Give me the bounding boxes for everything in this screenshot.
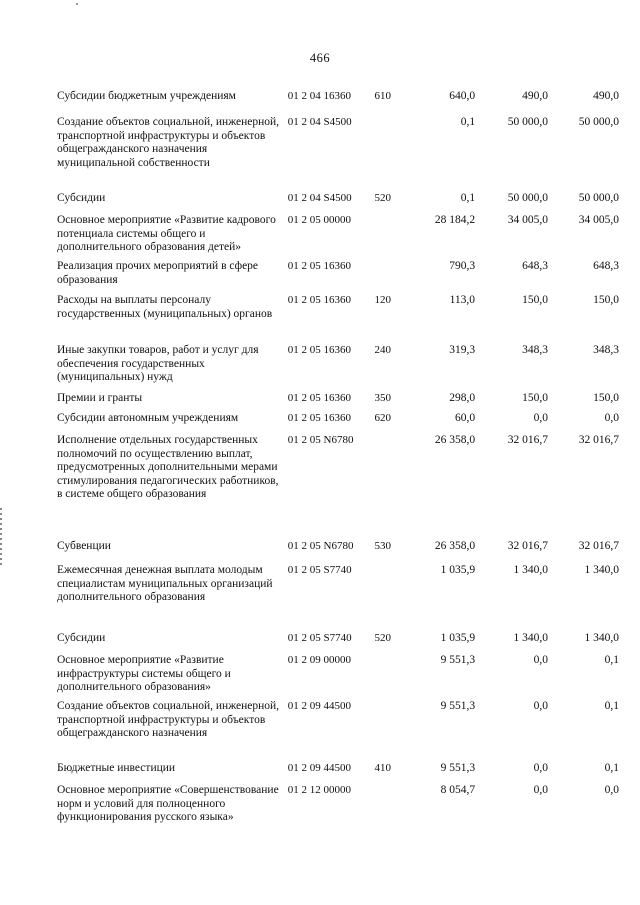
- row-name: Исполнение отдельных государственных полномочий по осуществлению выплат, предусмотренных дополнительными мерами стимулирования педагогических работников, в системе общего образования: [57, 434, 279, 500]
- row-name: Основное мероприятие «Совершенствование норм и условий для полноценного функционирования русского языка»: [57, 784, 279, 823]
- row-name: Субсидии бюджетным учреждениям: [57, 90, 236, 102]
- row-code: 01 2 05 16360: [287, 344, 351, 356]
- table-row: [57, 412, 619, 426]
- row-value-1: 113,0: [449, 294, 476, 306]
- row-name: Создание объектов социальной, инженерной, транспортной инфраструктуры и объектов общегражданского назначения: [57, 700, 280, 739]
- row-expense-type: 620: [374, 412, 391, 424]
- row-code: 01 2 04 S4500: [287, 192, 352, 204]
- row-name: Основное мероприятие «Развитие инфраструктуры системы общего и дополнительного образования»: [57, 654, 231, 693]
- row-code: 01 2 05 16360: [287, 412, 351, 424]
- row-value-1: 28 184,2: [434, 214, 476, 226]
- row-expense-type: 410: [374, 762, 391, 774]
- table-row: [57, 192, 619, 206]
- scan-speck: [76, 3, 78, 5]
- table-row: [57, 654, 619, 695]
- row-value-3: 648,3: [593, 260, 619, 272]
- row-name: Субсидии: [57, 192, 106, 204]
- row-value-1: 9 551,3: [440, 654, 476, 666]
- row-value-3: 50 000,0: [578, 192, 619, 204]
- row-value-3: 0,0: [604, 784, 619, 796]
- row-name: Основное мероприятие «Развитие кадрового потенциала системы общего и дополнительного образования детей»: [57, 214, 276, 253]
- row-value-2: 1 340,0: [513, 564, 549, 576]
- table-row: [57, 294, 619, 321]
- row-code: 01 2 05 16360: [287, 260, 351, 272]
- row-name: Реализация прочих мероприятий в сфере образования: [57, 260, 259, 286]
- row-code: 01 2 05 S7740: [287, 564, 352, 576]
- row-value-2: 32 016,7: [507, 540, 549, 552]
- row-code: 01 2 05 N6780: [287, 540, 354, 552]
- scan-edge-mark: [0, 508, 2, 568]
- row-value-1: 26 358,0: [434, 540, 476, 552]
- row-value-3: 0,1: [604, 762, 619, 774]
- row-value-3: 0,1: [604, 700, 619, 712]
- table-row: [57, 90, 619, 104]
- row-name: Расходы на выплаты персоналу государственных (муниципальных) органов: [57, 294, 273, 320]
- row-expense-type: 520: [374, 192, 391, 204]
- row-value-3: 34 005,0: [578, 214, 619, 226]
- row-value-1: 790,3: [449, 260, 476, 272]
- row-value-2: 34 005,0: [507, 214, 549, 226]
- row-value-3: 1 340,0: [584, 632, 619, 644]
- row-name: Иные закупки товаров, работ и услуг для обеспечения государственных (муниципальных) нужд: [57, 344, 259, 383]
- row-code: 01 2 09 00000: [287, 654, 351, 666]
- row-value-1: 1 035,9: [440, 632, 476, 644]
- row-code: 01 2 05 00000: [287, 214, 351, 226]
- row-name: Ежемесячная денежная выплата молодым специалистам муниципальных организаций дополнительного образования: [57, 564, 273, 603]
- row-value-1: 8 054,7: [440, 784, 476, 796]
- row-value-1: 26 358,0: [434, 434, 476, 446]
- row-value-1: 60,0: [454, 412, 476, 424]
- row-name: Субсидии: [57, 632, 106, 644]
- row-code: 01 2 04 16360: [287, 90, 351, 102]
- row-value-3: 150,0: [593, 392, 619, 404]
- row-name: Субвенции: [57, 540, 111, 552]
- row-code: 01 2 09 44500: [287, 700, 351, 712]
- row-value-3: 0,1: [604, 654, 619, 666]
- row-value-2: 0,0: [533, 762, 549, 774]
- row-expense-type: 240: [374, 344, 391, 356]
- row-code: 01 2 05 N6780: [287, 434, 354, 446]
- row-expense-type: 120: [374, 294, 391, 306]
- row-name: Премии и гранты: [57, 392, 143, 404]
- table-row: [57, 214, 619, 255]
- row-value-2: 1 340,0: [513, 632, 549, 644]
- row-value-1: 0,1: [460, 116, 476, 128]
- row-code: 01 2 05 16360: [287, 294, 351, 306]
- row-value-2: 0,0: [533, 412, 549, 424]
- row-value-1: 9 551,3: [440, 762, 476, 774]
- table-row: [57, 116, 619, 170]
- row-value-2: 348,3: [522, 344, 549, 356]
- row-expense-type: 530: [374, 540, 391, 552]
- table-row: [57, 700, 619, 741]
- row-value-3: 1 340,0: [584, 564, 619, 576]
- row-code: 01 2 04 S4500: [287, 116, 352, 128]
- row-value-3: 32 016,7: [578, 434, 619, 446]
- row-name: Субсидии автономным учреждениям: [57, 412, 239, 424]
- table-row: [57, 540, 619, 554]
- table-row: [57, 344, 619, 385]
- row-value-3: 150,0: [593, 294, 619, 306]
- row-value-3: 50 000,0: [578, 116, 619, 128]
- row-value-2: 490,0: [522, 90, 549, 102]
- table-row: [57, 392, 619, 406]
- row-value-3: 348,3: [593, 344, 619, 356]
- row-value-2: 0,0: [533, 784, 549, 796]
- row-name: Бюджетные инвестиции: [57, 762, 176, 774]
- row-value-1: 0,1: [460, 192, 476, 204]
- table-row: [57, 762, 619, 776]
- row-value-3: 32 016,7: [578, 540, 619, 552]
- row-value-3: 0,0: [604, 412, 619, 424]
- table-row: [57, 784, 619, 825]
- row-value-1: 640,0: [449, 90, 476, 102]
- row-value-2: 50 000,0: [507, 116, 549, 128]
- row-code: 01 2 05 16360: [287, 392, 351, 404]
- row-value-2: 32 016,7: [507, 434, 549, 446]
- row-name: Создание объектов социальной, инженерной, транспортной инфраструктуры и объектов общегражданского назначения муниципальной собственности: [57, 116, 280, 169]
- page-number: 466: [309, 51, 331, 65]
- row-value-2: 0,0: [533, 700, 549, 712]
- row-value-2: 150,0: [522, 294, 549, 306]
- row-expense-type: 350: [374, 392, 391, 404]
- row-value-1: 319,3: [449, 344, 476, 356]
- table-row: [57, 434, 619, 502]
- row-code: 01 2 12 00000: [287, 784, 351, 796]
- table-row: [57, 564, 619, 605]
- row-expense-type: 610: [374, 90, 391, 102]
- row-code: 01 2 05 S7740: [287, 632, 352, 644]
- row-value-1: 1 035,9: [440, 564, 476, 576]
- table-row: [57, 260, 619, 287]
- row-value-2: 150,0: [522, 392, 549, 404]
- row-expense-type: 520: [374, 632, 391, 644]
- row-value-2: 648,3: [522, 260, 549, 272]
- table-row: [57, 632, 619, 646]
- row-value-1: 298,0: [449, 392, 476, 404]
- row-code: 01 2 09 44500: [287, 762, 351, 774]
- row-value-2: 50 000,0: [507, 192, 549, 204]
- row-value-2: 0,0: [533, 654, 549, 666]
- row-value-3: 490,0: [593, 90, 619, 102]
- row-value-1: 9 551,3: [440, 700, 476, 712]
